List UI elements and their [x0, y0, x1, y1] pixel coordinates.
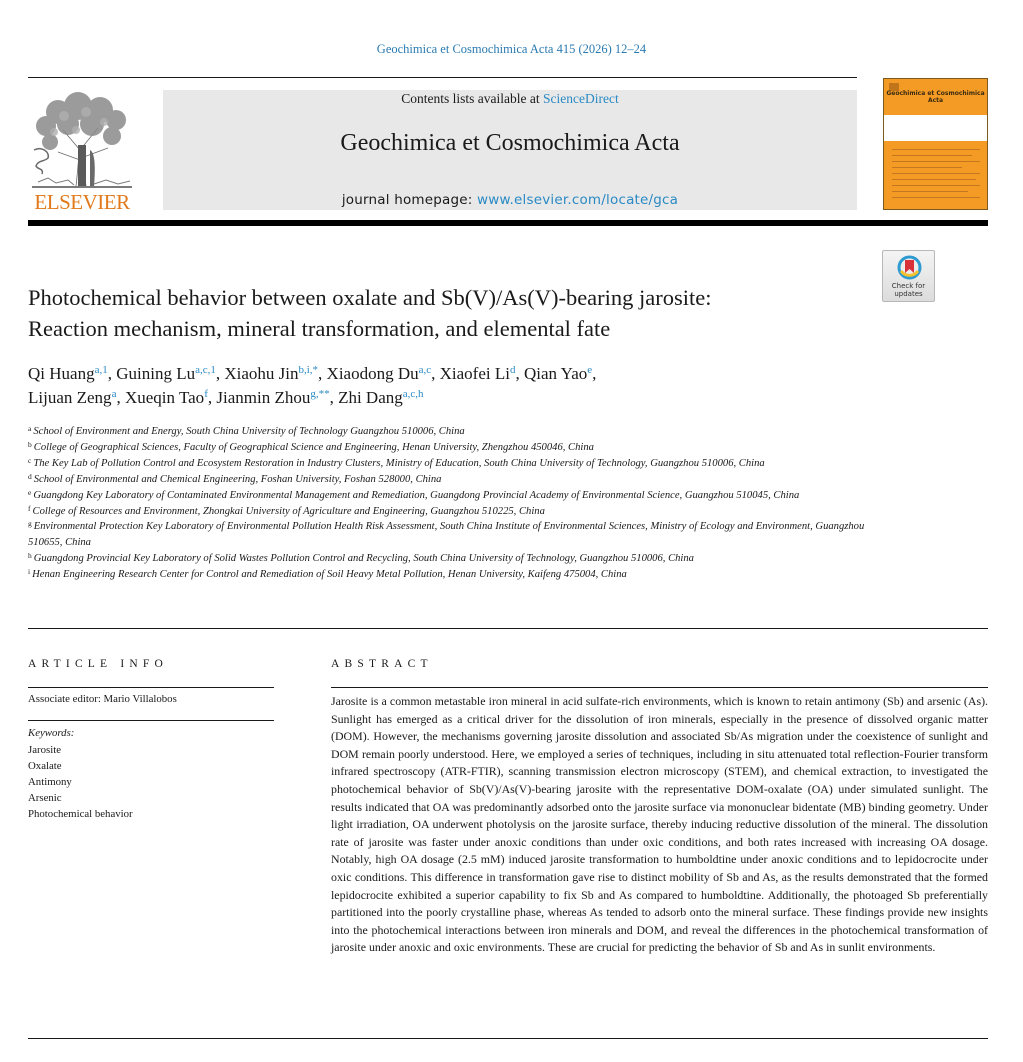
- keyword-item: Photochemical behavior: [28, 808, 133, 820]
- author[interactable]: Qian Yao$^e$: [523, 364, 593, 383]
- cover-editors-block: [884, 115, 987, 141]
- author[interactable]: Lijuan Zeng$^a$: [28, 388, 117, 407]
- cover-line: [892, 161, 980, 162]
- author[interactable]: Jianmin Zhou$^{g,**}$: [216, 388, 330, 407]
- keyword-item: Arsenic: [28, 792, 62, 804]
- journal-homepage: [163, 192, 857, 208]
- elsevier-wordmark[interactable]: ELSEVIER: [34, 190, 130, 214]
- associate-editor: Associate editor: Mario Villalobos: [28, 693, 177, 705]
- article-info-rule: [28, 720, 274, 721]
- title-line-1: Photochemical behavior between oxalate and Sb(V)/As(V)-bearing jarosite:: [28, 285, 712, 310]
- abstract-heading: ABSTRACT: [331, 658, 433, 670]
- homepage-prefix: journal homepage:: [341, 192, 478, 208]
- affiliation-list: [28, 424, 868, 583]
- affiliation-item: $^h$ Guangdong Provincial Key Laboratory of Solid Wastes Pollution Control and Recycling, South China University of Technology, Guangzhou 510006, China: [28, 551, 694, 565]
- contents-prefix: Contents lists available at: [401, 91, 543, 106]
- author-list: [28, 362, 868, 410]
- affiliation-item: $^b$ College of Geographical Sciences, Faculty of Geographical Science and Engineering, Henan University, Zhengzhou 450046, China: [28, 439, 594, 453]
- cover-line: [892, 149, 980, 150]
- cover-line: [892, 179, 976, 180]
- keywords-list: [28, 742, 133, 822]
- author[interactable]: Xueqin Tao$^f$: [124, 388, 208, 407]
- keyword-item: Antimony: [28, 776, 72, 788]
- badge-line2: updates: [894, 290, 923, 298]
- affiliation-item: $^d$ School of Environmental and Chemical Engineering, Foshan University, Foshan 528000, China: [28, 471, 442, 485]
- author-line-2: Lijuan Zeng$^a$, Xueqin Tao$^f$, Jianmin Zhou$^{g,**}$, Zhi Dang$^{a,c,h}$: [28, 388, 424, 407]
- contents-availability: [163, 90, 857, 107]
- bookmark-ring-icon: [896, 254, 923, 281]
- author[interactable]: Qi Huang$^{a,1}$: [28, 364, 108, 383]
- journal-banner: [163, 90, 857, 210]
- author[interactable]: Xiaofei Li$^d$: [439, 364, 516, 383]
- cover-line: [892, 191, 968, 192]
- title-line-2: Reaction mechanism, mineral transformation, and elemental fate: [28, 316, 611, 341]
- article-info-heading: ARTICLE INFO: [28, 658, 168, 670]
- affiliation-item: $^g$ Environmental Protection Key Laboratory of Environmental Pollution Health Risk Assessment, South China Institute of Environmental Sciences, Ministry of Ecology and Environment, Guangzhou 510655, China: [28, 519, 865, 549]
- journal-citation[interactable]: Geochimica et Cosmochimica Acta 415 (2026) 12–24: [376, 42, 647, 56]
- cover-title: Geochimica et Cosmochimica Acta: [886, 90, 985, 104]
- section-rule: [28, 628, 988, 629]
- keyword-item: Jarosite: [28, 744, 61, 756]
- journal-cover-thumbnail[interactable]: [883, 78, 988, 210]
- author[interactable]: Guining Lu$^{a,c,1}$: [116, 364, 216, 383]
- abstract-text: Jarosite is a common metastable iron mineral in acid sulfate-rich environments, which is known to retain antimony (Sb) and arsenic (As). Sunlight has emerged as a critical driver for the dissolution of iron minerals, especially in the presence of dissolved organic matter (DOM). However, the mechanisms governing jarosite dissolution and associated Sb/As migration under the coexistence of sunlight and DOM remain poorly understood. Here, we employed a series of techniques, including in situ attenuated total reflection-Fourier transform infrared spectroscopy (ATR-FTIR), scanning transmission electron microscopy (STEM), and chemical extraction, to investigated the photochemical behavior of Sb(V)/As(V)-bearing jarosite with the representative DOM-oxalate (OA) under simulated sunlight. The results indicated that OA was predominantly adsorbed onto the jarosite surface via mononuclear bidentate (MB) binding geometry. Under light irradiation, OA underwent photolysis on the jarosite surface, thereby inducing reductive dissolution of the mineral. The dissolution rate of jarosite was faster under anoxic conditions than under oxic conditions, and both rates increased with increasing OA dosage. Notably, high OA dosage (2.5 mM) induced jarosite transformation to humboldtine under anoxic conditions and to lepidocrocite under oxic conditions. This difference in transformation gave rise to distinct mobility of Sb and As, as the results demonstrated that the formed lepidocrocite exhibited a superior capability to fix Sb and As compared to humboldtine. Additionally, the photoaged Sb preferentially partitioned into the poorly crystalline phase, whereas As tended to adsorb onto the mineral surface. These findings provide new insights into the photochemical interactions between iron minerals and DOM, and reveal the differences in the photochemical transformation of jarosite under anoxic and oxic environments. These are crucial for predicting the behavior of Sb and As in sunlit environments.: [331, 694, 988, 955]
- affiliation-item: $^a$ School of Environment and Energy, South China University of Technology Guangzhou 510006, China: [28, 424, 465, 437]
- abstract-rule: [331, 687, 988, 688]
- affiliation-item: $^i$ Henan Engineering Research Center for Control and Remediation of Soil Heavy Metal Pollution, Henan University, Kaifeng 475004, China: [28, 567, 627, 581]
- header-rule: [28, 77, 857, 78]
- cover-line: [892, 167, 962, 168]
- article-title: [28, 282, 868, 344]
- check-for-updates-label: [883, 282, 934, 298]
- cover-line: [892, 197, 980, 198]
- sciencedirect-link[interactable]: ScienceDirect: [543, 91, 619, 106]
- cover-line: [892, 155, 972, 156]
- keyword-item: Oxalate: [28, 760, 62, 772]
- author[interactable]: Zhi Dang$^{a,c,h}$: [338, 388, 424, 407]
- cover-line: [892, 185, 980, 186]
- affiliation-item: $^c$ The Key Lab of Pollution Control and Ecosystem Restoration in Industry Clusters, Ministry of Education, South China University of Technology, Guangzhou 510006, China: [28, 455, 765, 469]
- badge-line1: Check for: [891, 282, 926, 290]
- journal-title: Geochimica et Cosmochimica Acta: [340, 130, 680, 156]
- keywords-label: Keywords:: [28, 727, 75, 739]
- affiliation-item: $^e$ Guangdong Key Laboratory of Contaminated Environmental Management and Remediation, Guangdong Provincial Academy of Environmental Science, Guangzhou 510045, China: [28, 487, 800, 501]
- author-line-1: Qi Huang$^{a,1}$, Guining Lu$^{a,c,1}$, Xiaohu Jin$^{b,i,*}$, Xiaodong Du$^{a,c}$, Xiaofei Li$^d$, Qian Yao$^e$,: [28, 364, 597, 383]
- cover-line: [892, 173, 980, 174]
- affiliation-item: $^f$ College of Resources and Environment, Zhongkai University of Agriculture and Engineering, Guangzhou 510225, China: [28, 503, 545, 517]
- author[interactable]: Xiaohu Jin$^{b,i,*}$: [224, 364, 319, 383]
- header-thick-rule: [28, 220, 988, 226]
- footer-rule: [28, 1038, 988, 1039]
- author[interactable]: Xiaodong Du$^{a,c}$: [326, 364, 432, 383]
- homepage-link[interactable]: www.elsevier.com/locate/gca: [477, 192, 679, 208]
- article-info-rule: [28, 687, 274, 688]
- check-for-updates-button[interactable]: [882, 250, 935, 302]
